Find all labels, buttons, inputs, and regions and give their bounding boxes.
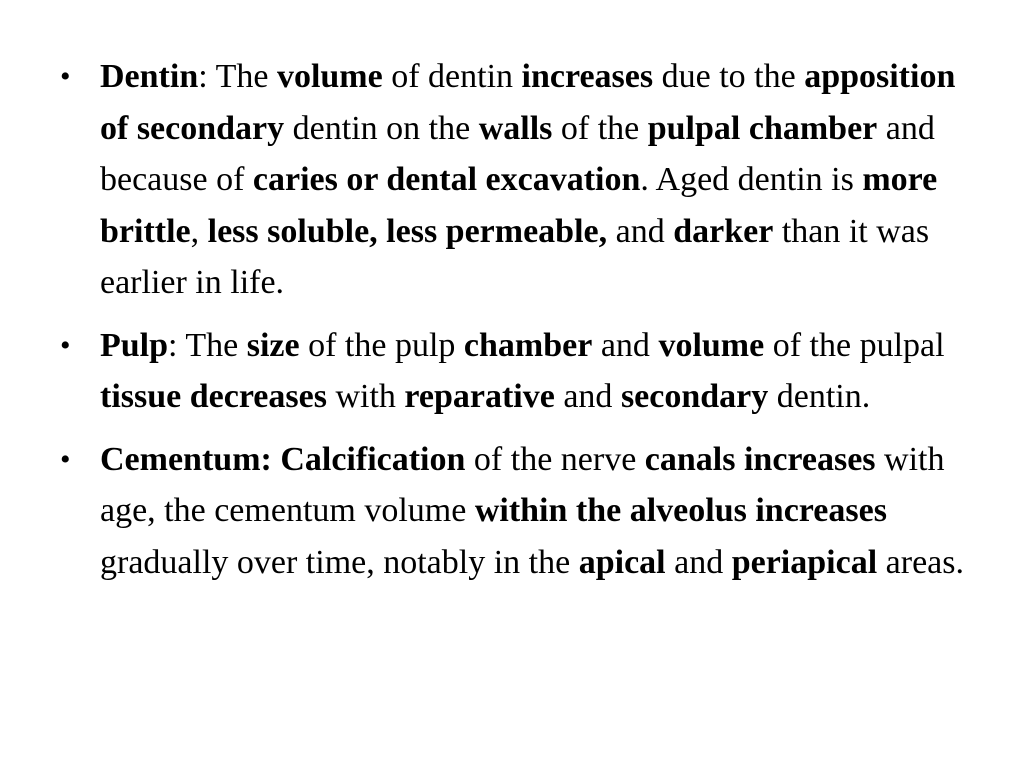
text-segment: : The [168,326,247,364]
bullet-item-cementum [58,434,988,589]
bold-text-segment: reparative [404,378,555,415]
bold-text-segment: chamber [463,326,593,364]
text-segment: of the pulp [299,326,464,364]
bullet-text [100,441,964,581]
bold-text-segment: canals increases [644,440,876,478]
bullet-list [58,51,988,599]
bullet-text [100,327,945,416]
bullet-dot-icon: • [60,328,71,362]
text-segment: and [592,326,659,364]
text-segment: areas. [877,543,964,581]
text-segment: and because of [100,109,935,198]
bold-text-segment: more brittle [100,161,938,250]
text-segment: with [326,378,405,415]
bold-text-segment: volume [276,58,383,95]
bold-text-segment: caries or dental excavation [252,161,641,198]
bold-text-segment: within the alveolus increases [474,492,887,529]
bullet-dot-icon: • [60,442,71,476]
bold-text-segment: Dentin [100,58,199,95]
bold-text-segment: pulpal chamber [647,109,878,147]
bold-text-segment: tissue decreases [100,378,327,415]
text-segment: gradually over time, notably in the [100,543,579,581]
text-segment: of the [552,109,648,147]
text-segment: of the pulpal [764,326,945,364]
text-segment: than it was earlier in life. [100,212,930,301]
text-segment: due to the [653,58,805,95]
text-segment: . Aged dentin is [640,161,863,198]
text-segment: and [554,378,621,415]
text-segment: , [190,212,208,250]
bold-text-segment: periapical [731,543,878,581]
bullet-item-pulp [58,320,988,423]
bold-text-segment: increases [521,58,654,95]
bullet-item-dentin [58,51,988,309]
bold-text-segment: Pulp [100,326,169,364]
bold-text-segment: apical [578,543,666,581]
bold-text-segment: size [246,326,300,364]
bullet-dot-icon: • [60,60,71,93]
bold-text-segment: Cementum: Calcification [100,440,466,478]
text-segment: of the nerve [465,440,645,478]
bold-text-segment: secondary [620,378,769,415]
text-segment: with age, the cementum volume [100,440,945,529]
text-segment: and [665,543,732,581]
bold-text-segment: apposition of secondary [100,58,956,147]
bullet-text [100,58,955,301]
text-segment: and [607,212,674,250]
bold-text-segment: darker [673,212,774,250]
text-segment: dentin on the [284,109,479,147]
bold-text-segment: less soluble, less permeable, [207,212,608,250]
bold-text-segment: walls [478,109,553,147]
bold-text-segment: volume [658,326,765,364]
text-segment: dentin. [768,378,871,415]
text-segment: of dentin [382,58,522,95]
text-segment: : The [198,58,277,95]
